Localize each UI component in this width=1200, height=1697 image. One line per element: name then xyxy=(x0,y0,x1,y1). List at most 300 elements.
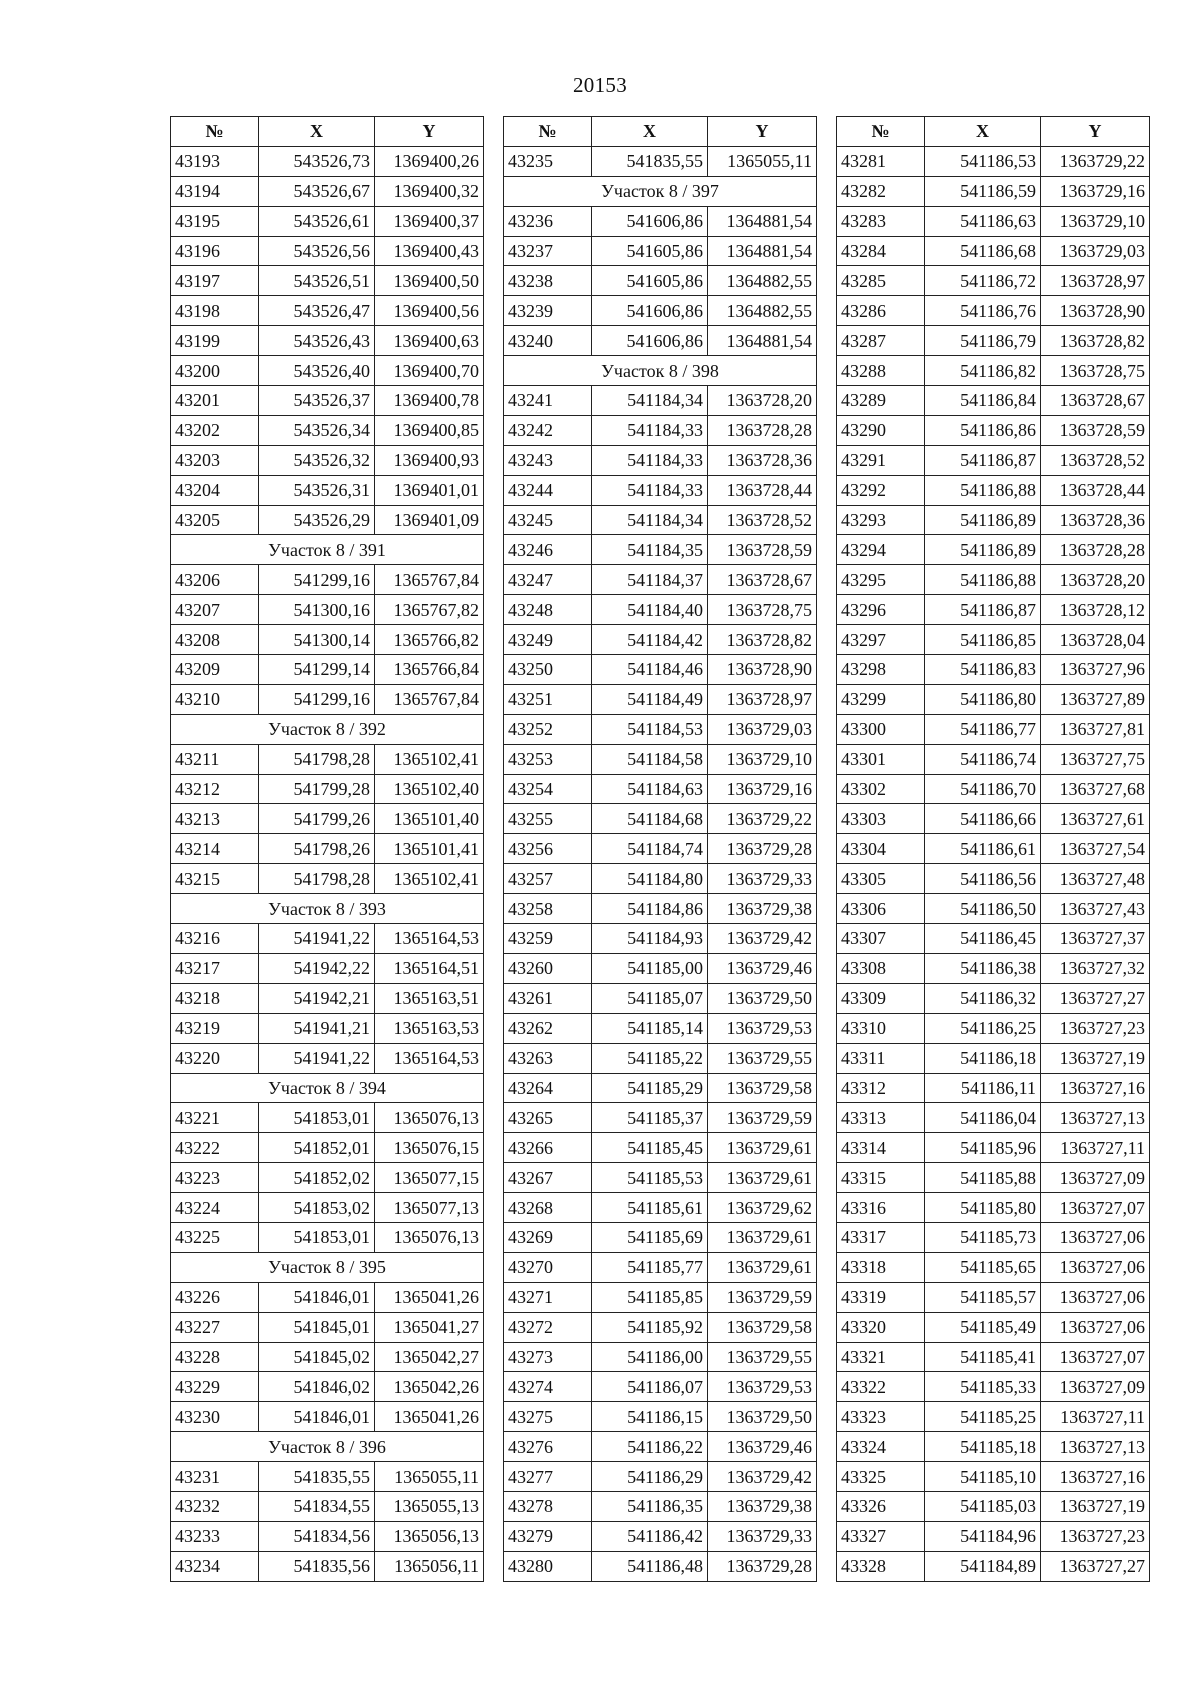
y-coordinate-cell: 1363727,68 xyxy=(1041,774,1150,804)
y-coordinate-cell: 1363727,13 xyxy=(1041,1103,1150,1133)
y-coordinate-cell: 1363727,09 xyxy=(1041,1163,1150,1193)
point-number-cell: 43264 xyxy=(504,1073,592,1103)
point-number-cell: 43304 xyxy=(837,834,925,864)
table-row xyxy=(504,445,817,475)
table-row xyxy=(837,595,1150,625)
table-row xyxy=(504,1521,817,1551)
table-row xyxy=(504,684,817,714)
point-number-cell: 43303 xyxy=(837,804,925,834)
point-number-cell: 43242 xyxy=(504,415,592,445)
x-coordinate-cell: 543526,47 xyxy=(259,296,375,326)
x-coordinate-cell: 541185,77 xyxy=(592,1252,708,1282)
y-coordinate-cell: 1369400,56 xyxy=(375,296,484,326)
point-number-cell: 43278 xyxy=(504,1491,592,1521)
table-row xyxy=(837,386,1150,416)
y-coordinate-cell: 1363727,06 xyxy=(1041,1252,1150,1282)
header-y: Y xyxy=(708,117,817,147)
y-coordinate-cell: 1365076,15 xyxy=(375,1133,484,1163)
point-number-cell: 43198 xyxy=(171,296,259,326)
table-row xyxy=(171,146,484,176)
x-coordinate-cell: 541185,73 xyxy=(925,1222,1041,1252)
x-coordinate-cell: 541185,25 xyxy=(925,1402,1041,1432)
point-number-cell: 43301 xyxy=(837,744,925,774)
x-coordinate-cell: 541184,33 xyxy=(592,475,708,505)
x-coordinate-cell: 541941,22 xyxy=(259,924,375,954)
y-coordinate-cell: 1365056,13 xyxy=(375,1521,484,1551)
x-coordinate-cell: 541606,86 xyxy=(592,296,708,326)
table-row xyxy=(837,356,1150,386)
x-coordinate-cell: 541185,65 xyxy=(925,1252,1041,1282)
table-row xyxy=(504,595,817,625)
table-row xyxy=(504,475,817,505)
table-row xyxy=(171,415,484,445)
point-number-cell: 43274 xyxy=(504,1372,592,1402)
point-number-cell: 43293 xyxy=(837,505,925,535)
point-number-cell: 43309 xyxy=(837,983,925,1013)
table-row xyxy=(837,655,1150,685)
table-row xyxy=(171,1342,484,1372)
y-coordinate-cell: 1363729,55 xyxy=(708,1043,817,1073)
point-number-cell: 43265 xyxy=(504,1103,592,1133)
y-coordinate-cell: 1363728,12 xyxy=(1041,595,1150,625)
header-x: X xyxy=(925,117,1041,147)
point-number-cell: 43230 xyxy=(171,1402,259,1432)
y-coordinate-cell: 1363728,75 xyxy=(708,595,817,625)
table-row xyxy=(171,1103,484,1133)
point-number-cell: 43195 xyxy=(171,206,259,236)
table-row xyxy=(837,714,1150,744)
table-row xyxy=(837,1073,1150,1103)
table-row xyxy=(837,1043,1150,1073)
y-coordinate-cell: 1363727,09 xyxy=(1041,1372,1150,1402)
x-coordinate-cell: 541185,85 xyxy=(592,1282,708,1312)
point-number-cell: 43253 xyxy=(504,744,592,774)
x-coordinate-cell: 541185,29 xyxy=(592,1073,708,1103)
point-number-cell: 43286 xyxy=(837,296,925,326)
y-coordinate-cell: 1363727,89 xyxy=(1041,684,1150,714)
x-coordinate-cell: 541184,33 xyxy=(592,415,708,445)
x-coordinate-cell: 541186,61 xyxy=(925,834,1041,864)
point-number-cell: 43270 xyxy=(504,1252,592,1282)
table-row xyxy=(504,1103,817,1133)
x-coordinate-cell: 541605,86 xyxy=(592,266,708,296)
table-row xyxy=(837,774,1150,804)
point-number-cell: 43235 xyxy=(504,146,592,176)
x-coordinate-cell: 541185,41 xyxy=(925,1342,1041,1372)
table-row xyxy=(837,1312,1150,1342)
y-coordinate-cell: 1363727,27 xyxy=(1041,1551,1150,1581)
y-coordinate-cell: 1365042,26 xyxy=(375,1372,484,1402)
table-row xyxy=(837,535,1150,565)
x-coordinate-cell: 541835,56 xyxy=(259,1551,375,1581)
table-row xyxy=(171,655,484,685)
x-coordinate-cell: 541185,10 xyxy=(925,1462,1041,1492)
point-number-cell: 43212 xyxy=(171,774,259,804)
x-coordinate-cell: 541186,88 xyxy=(925,565,1041,595)
point-number-cell: 43305 xyxy=(837,864,925,894)
y-coordinate-cell: 1365163,51 xyxy=(375,983,484,1013)
table-row xyxy=(837,1193,1150,1223)
x-coordinate-cell: 541185,14 xyxy=(592,1013,708,1043)
y-coordinate-cell: 1363727,07 xyxy=(1041,1342,1150,1372)
point-number-cell: 43217 xyxy=(171,953,259,983)
x-coordinate-cell: 541184,80 xyxy=(592,864,708,894)
point-number-cell: 43197 xyxy=(171,266,259,296)
x-coordinate-cell: 541184,35 xyxy=(592,535,708,565)
point-number-cell: 43229 xyxy=(171,1372,259,1402)
table-row xyxy=(837,1372,1150,1402)
point-number-cell: 43241 xyxy=(504,386,592,416)
point-number-cell: 43269 xyxy=(504,1222,592,1252)
y-coordinate-cell: 1363728,97 xyxy=(708,684,817,714)
table-row xyxy=(504,1013,817,1043)
x-coordinate-cell: 541185,80 xyxy=(925,1193,1041,1223)
y-coordinate-cell: 1369400,93 xyxy=(375,445,484,475)
y-coordinate-cell: 1363727,13 xyxy=(1041,1432,1150,1462)
y-coordinate-cell: 1369401,01 xyxy=(375,475,484,505)
x-coordinate-cell: 541186,86 xyxy=(925,415,1041,445)
point-number-cell: 43213 xyxy=(171,804,259,834)
x-coordinate-cell: 543526,29 xyxy=(259,505,375,535)
table-row xyxy=(504,1312,817,1342)
table-row xyxy=(171,1462,484,1492)
point-number-cell: 43280 xyxy=(504,1551,592,1581)
point-number-cell: 43288 xyxy=(837,356,925,386)
x-coordinate-cell: 541186,35 xyxy=(592,1491,708,1521)
table-row xyxy=(837,894,1150,924)
point-number-cell: 43322 xyxy=(837,1372,925,1402)
y-coordinate-cell: 1363728,20 xyxy=(1041,565,1150,595)
y-coordinate-cell: 1365102,41 xyxy=(375,864,484,894)
point-number-cell: 43246 xyxy=(504,535,592,565)
table-row xyxy=(504,1193,817,1223)
point-number-cell: 43202 xyxy=(171,415,259,445)
table-row xyxy=(171,1163,484,1193)
section-row xyxy=(504,356,817,386)
x-coordinate-cell: 541185,96 xyxy=(925,1133,1041,1163)
point-number-cell: 43307 xyxy=(837,924,925,954)
point-number-cell: 43277 xyxy=(504,1462,592,1492)
x-coordinate-cell: 541185,88 xyxy=(925,1163,1041,1193)
y-coordinate-cell: 1363729,58 xyxy=(708,1312,817,1342)
section-label: Участок 8 / 395 xyxy=(171,1252,484,1282)
point-number-cell: 43323 xyxy=(837,1402,925,1432)
y-coordinate-cell: 1363728,67 xyxy=(708,565,817,595)
table-row xyxy=(504,953,817,983)
table-row xyxy=(837,1491,1150,1521)
y-coordinate-cell: 1365041,26 xyxy=(375,1402,484,1432)
x-coordinate-cell: 541184,89 xyxy=(925,1551,1041,1581)
point-number-cell: 43319 xyxy=(837,1282,925,1312)
point-number-cell: 43248 xyxy=(504,595,592,625)
point-number-cell: 43208 xyxy=(171,625,259,655)
table-row xyxy=(837,1103,1150,1133)
table-row xyxy=(504,894,817,924)
point-number-cell: 43201 xyxy=(171,386,259,416)
point-number-cell: 43259 xyxy=(504,924,592,954)
table-row xyxy=(504,1402,817,1432)
point-number-cell: 43203 xyxy=(171,445,259,475)
x-coordinate-cell: 541185,57 xyxy=(925,1282,1041,1312)
x-coordinate-cell: 541845,02 xyxy=(259,1342,375,1372)
x-coordinate-cell: 541186,87 xyxy=(925,595,1041,625)
y-coordinate-cell: 1363728,36 xyxy=(708,445,817,475)
point-number-cell: 43222 xyxy=(171,1133,259,1163)
x-coordinate-cell: 541184,53 xyxy=(592,714,708,744)
y-coordinate-cell: 1363729,33 xyxy=(708,864,817,894)
y-coordinate-cell: 1363729,61 xyxy=(708,1252,817,1282)
point-number-cell: 43263 xyxy=(504,1043,592,1073)
x-coordinate-cell: 541185,37 xyxy=(592,1103,708,1133)
point-number-cell: 43211 xyxy=(171,744,259,774)
x-coordinate-cell: 541835,55 xyxy=(592,146,708,176)
table-row xyxy=(171,1491,484,1521)
x-coordinate-cell: 541185,61 xyxy=(592,1193,708,1223)
point-number-cell: 43306 xyxy=(837,894,925,924)
table-row xyxy=(837,1342,1150,1372)
y-coordinate-cell: 1365041,26 xyxy=(375,1282,484,1312)
point-number-cell: 43194 xyxy=(171,176,259,206)
x-coordinate-cell: 541184,49 xyxy=(592,684,708,714)
y-coordinate-cell: 1363727,19 xyxy=(1041,1491,1150,1521)
point-number-cell: 43302 xyxy=(837,774,925,804)
y-coordinate-cell: 1363729,28 xyxy=(708,1551,817,1581)
y-coordinate-cell: 1363728,36 xyxy=(1041,505,1150,535)
point-number-cell: 43216 xyxy=(171,924,259,954)
table-row xyxy=(171,1193,484,1223)
header-number: № xyxy=(171,117,259,147)
x-coordinate-cell: 541606,86 xyxy=(592,206,708,236)
table-row xyxy=(504,1073,817,1103)
point-number-cell: 43237 xyxy=(504,236,592,266)
x-coordinate-cell: 541798,28 xyxy=(259,864,375,894)
x-coordinate-cell: 541184,34 xyxy=(592,505,708,535)
x-coordinate-cell: 543526,56 xyxy=(259,236,375,266)
y-coordinate-cell: 1365101,41 xyxy=(375,834,484,864)
x-coordinate-cell: 541186,70 xyxy=(925,774,1041,804)
section-label: Участок 8 / 398 xyxy=(504,356,817,386)
point-number-cell: 43258 xyxy=(504,894,592,924)
section-label: Участок 8 / 392 xyxy=(171,714,484,744)
table-header-row xyxy=(171,117,484,147)
table-row xyxy=(504,655,817,685)
point-number-cell: 43233 xyxy=(171,1521,259,1551)
x-coordinate-cell: 541184,37 xyxy=(592,565,708,595)
x-coordinate-cell: 541299,14 xyxy=(259,655,375,685)
point-number-cell: 43291 xyxy=(837,445,925,475)
table-row xyxy=(837,625,1150,655)
y-coordinate-cell: 1365056,11 xyxy=(375,1551,484,1581)
x-coordinate-cell: 541184,33 xyxy=(592,445,708,475)
y-coordinate-cell: 1364881,54 xyxy=(708,326,817,356)
table-row xyxy=(171,744,484,774)
y-coordinate-cell: 1363727,06 xyxy=(1041,1312,1150,1342)
x-coordinate-cell: 543526,34 xyxy=(259,415,375,445)
section-row xyxy=(171,714,484,744)
y-coordinate-cell: 1363728,59 xyxy=(1041,415,1150,445)
point-number-cell: 43218 xyxy=(171,983,259,1013)
y-coordinate-cell: 1363729,38 xyxy=(708,894,817,924)
x-coordinate-cell: 541835,55 xyxy=(259,1462,375,1492)
table-row xyxy=(504,565,817,595)
table-row xyxy=(504,1133,817,1163)
table-row xyxy=(504,1342,817,1372)
table-row xyxy=(504,1432,817,1462)
y-coordinate-cell: 1363727,54 xyxy=(1041,834,1150,864)
point-number-cell: 43285 xyxy=(837,266,925,296)
y-coordinate-cell: 1363729,46 xyxy=(708,1432,817,1462)
point-number-cell: 43320 xyxy=(837,1312,925,1342)
x-coordinate-cell: 541186,82 xyxy=(925,356,1041,386)
y-coordinate-cell: 1363729,22 xyxy=(708,804,817,834)
point-number-cell: 43281 xyxy=(837,146,925,176)
table-row xyxy=(504,834,817,864)
point-number-cell: 43282 xyxy=(837,176,925,206)
table-row xyxy=(837,565,1150,595)
y-coordinate-cell: 1365767,84 xyxy=(375,565,484,595)
point-number-cell: 43234 xyxy=(171,1551,259,1581)
point-number-cell: 43327 xyxy=(837,1521,925,1551)
x-coordinate-cell: 541300,14 xyxy=(259,625,375,655)
x-coordinate-cell: 543526,67 xyxy=(259,176,375,206)
y-coordinate-cell: 1363729,50 xyxy=(708,1402,817,1432)
x-coordinate-cell: 541184,42 xyxy=(592,625,708,655)
y-coordinate-cell: 1363728,52 xyxy=(1041,445,1150,475)
point-number-cell: 43210 xyxy=(171,684,259,714)
point-number-cell: 43252 xyxy=(504,714,592,744)
y-coordinate-cell: 1365055,11 xyxy=(708,146,817,176)
y-coordinate-cell: 1363729,22 xyxy=(1041,146,1150,176)
point-number-cell: 43204 xyxy=(171,475,259,505)
section-row xyxy=(504,176,817,206)
y-coordinate-cell: 1363727,75 xyxy=(1041,744,1150,774)
y-coordinate-cell: 1363729,28 xyxy=(708,834,817,864)
table-row xyxy=(171,834,484,864)
point-number-cell: 43240 xyxy=(504,326,592,356)
y-coordinate-cell: 1365077,13 xyxy=(375,1193,484,1223)
x-coordinate-cell: 541186,88 xyxy=(925,475,1041,505)
table-row xyxy=(171,475,484,505)
point-number-cell: 43254 xyxy=(504,774,592,804)
y-coordinate-cell: 1363729,33 xyxy=(708,1521,817,1551)
point-number-cell: 43200 xyxy=(171,356,259,386)
point-number-cell: 43308 xyxy=(837,953,925,983)
x-coordinate-cell: 541186,59 xyxy=(925,176,1041,206)
y-coordinate-cell: 1363728,20 xyxy=(708,386,817,416)
y-coordinate-cell: 1363728,67 xyxy=(1041,386,1150,416)
point-number-cell: 43326 xyxy=(837,1491,925,1521)
y-coordinate-cell: 1365041,27 xyxy=(375,1312,484,1342)
y-coordinate-cell: 1363728,75 xyxy=(1041,356,1150,386)
y-coordinate-cell: 1363727,11 xyxy=(1041,1402,1150,1432)
y-coordinate-cell: 1365767,84 xyxy=(375,684,484,714)
x-coordinate-cell: 541186,89 xyxy=(925,535,1041,565)
table-row xyxy=(171,386,484,416)
y-coordinate-cell: 1363727,16 xyxy=(1041,1462,1150,1492)
table-row xyxy=(504,415,817,445)
point-number-cell: 43297 xyxy=(837,625,925,655)
y-coordinate-cell: 1369400,37 xyxy=(375,206,484,236)
x-coordinate-cell: 541186,83 xyxy=(925,655,1041,685)
section-label: Участок 8 / 397 xyxy=(504,176,817,206)
point-number-cell: 43292 xyxy=(837,475,925,505)
x-coordinate-cell: 541186,18 xyxy=(925,1043,1041,1073)
y-coordinate-cell: 1363728,28 xyxy=(708,415,817,445)
table-row xyxy=(837,236,1150,266)
x-coordinate-cell: 541186,72 xyxy=(925,266,1041,296)
table-row xyxy=(171,266,484,296)
section-label: Участок 8 / 394 xyxy=(171,1073,484,1103)
x-coordinate-cell: 541186,53 xyxy=(925,146,1041,176)
section-row xyxy=(171,535,484,565)
x-coordinate-cell: 541186,22 xyxy=(592,1432,708,1462)
point-number-cell: 43276 xyxy=(504,1432,592,1462)
point-number-cell: 43287 xyxy=(837,326,925,356)
table-row xyxy=(504,1462,817,1492)
x-coordinate-cell: 541186,48 xyxy=(592,1551,708,1581)
y-coordinate-cell: 1364881,54 xyxy=(708,236,817,266)
x-coordinate-cell: 541799,28 xyxy=(259,774,375,804)
section-row xyxy=(171,1432,484,1462)
point-number-cell: 43219 xyxy=(171,1013,259,1043)
section-label: Участок 8 / 391 xyxy=(171,535,484,565)
table-row xyxy=(504,714,817,744)
x-coordinate-cell: 541605,86 xyxy=(592,236,708,266)
y-coordinate-cell: 1363727,61 xyxy=(1041,804,1150,834)
point-number-cell: 43316 xyxy=(837,1193,925,1223)
y-coordinate-cell: 1365101,40 xyxy=(375,804,484,834)
table-row xyxy=(171,1521,484,1551)
x-coordinate-cell: 543526,40 xyxy=(259,356,375,386)
y-coordinate-cell: 1363729,03 xyxy=(1041,236,1150,266)
y-coordinate-cell: 1363729,53 xyxy=(708,1013,817,1043)
table-row xyxy=(837,326,1150,356)
y-coordinate-cell: 1363728,04 xyxy=(1041,625,1150,655)
y-coordinate-cell: 1365055,11 xyxy=(375,1462,484,1492)
point-number-cell: 43299 xyxy=(837,684,925,714)
x-coordinate-cell: 541845,01 xyxy=(259,1312,375,1342)
y-coordinate-cell: 1363729,50 xyxy=(708,983,817,1013)
y-coordinate-cell: 1369400,85 xyxy=(375,415,484,445)
coordinates-table-1 xyxy=(170,116,484,1582)
y-coordinate-cell: 1363727,07 xyxy=(1041,1193,1150,1223)
table-row xyxy=(837,1222,1150,1252)
page-number: 20153 xyxy=(573,73,627,97)
point-number-cell: 43214 xyxy=(171,834,259,864)
coordinates-table-3 xyxy=(836,116,1150,1582)
section-row xyxy=(171,894,484,924)
table-row xyxy=(171,804,484,834)
y-coordinate-cell: 1365164,51 xyxy=(375,953,484,983)
x-coordinate-cell: 541186,56 xyxy=(925,864,1041,894)
y-coordinate-cell: 1363729,55 xyxy=(708,1342,817,1372)
y-coordinate-cell: 1363728,90 xyxy=(708,655,817,685)
x-coordinate-cell: 541184,93 xyxy=(592,924,708,954)
point-number-cell: 43196 xyxy=(171,236,259,266)
y-coordinate-cell: 1365102,40 xyxy=(375,774,484,804)
y-coordinate-cell: 1363729,16 xyxy=(1041,176,1150,206)
point-number-cell: 43249 xyxy=(504,625,592,655)
point-number-cell: 43215 xyxy=(171,864,259,894)
table-row xyxy=(504,236,817,266)
table-row xyxy=(837,953,1150,983)
y-coordinate-cell: 1363729,16 xyxy=(708,774,817,804)
y-coordinate-cell: 1363729,53 xyxy=(708,1372,817,1402)
x-coordinate-cell: 541186,38 xyxy=(925,953,1041,983)
table-row xyxy=(171,983,484,1013)
y-coordinate-cell: 1363727,19 xyxy=(1041,1043,1150,1073)
section-row xyxy=(171,1073,484,1103)
